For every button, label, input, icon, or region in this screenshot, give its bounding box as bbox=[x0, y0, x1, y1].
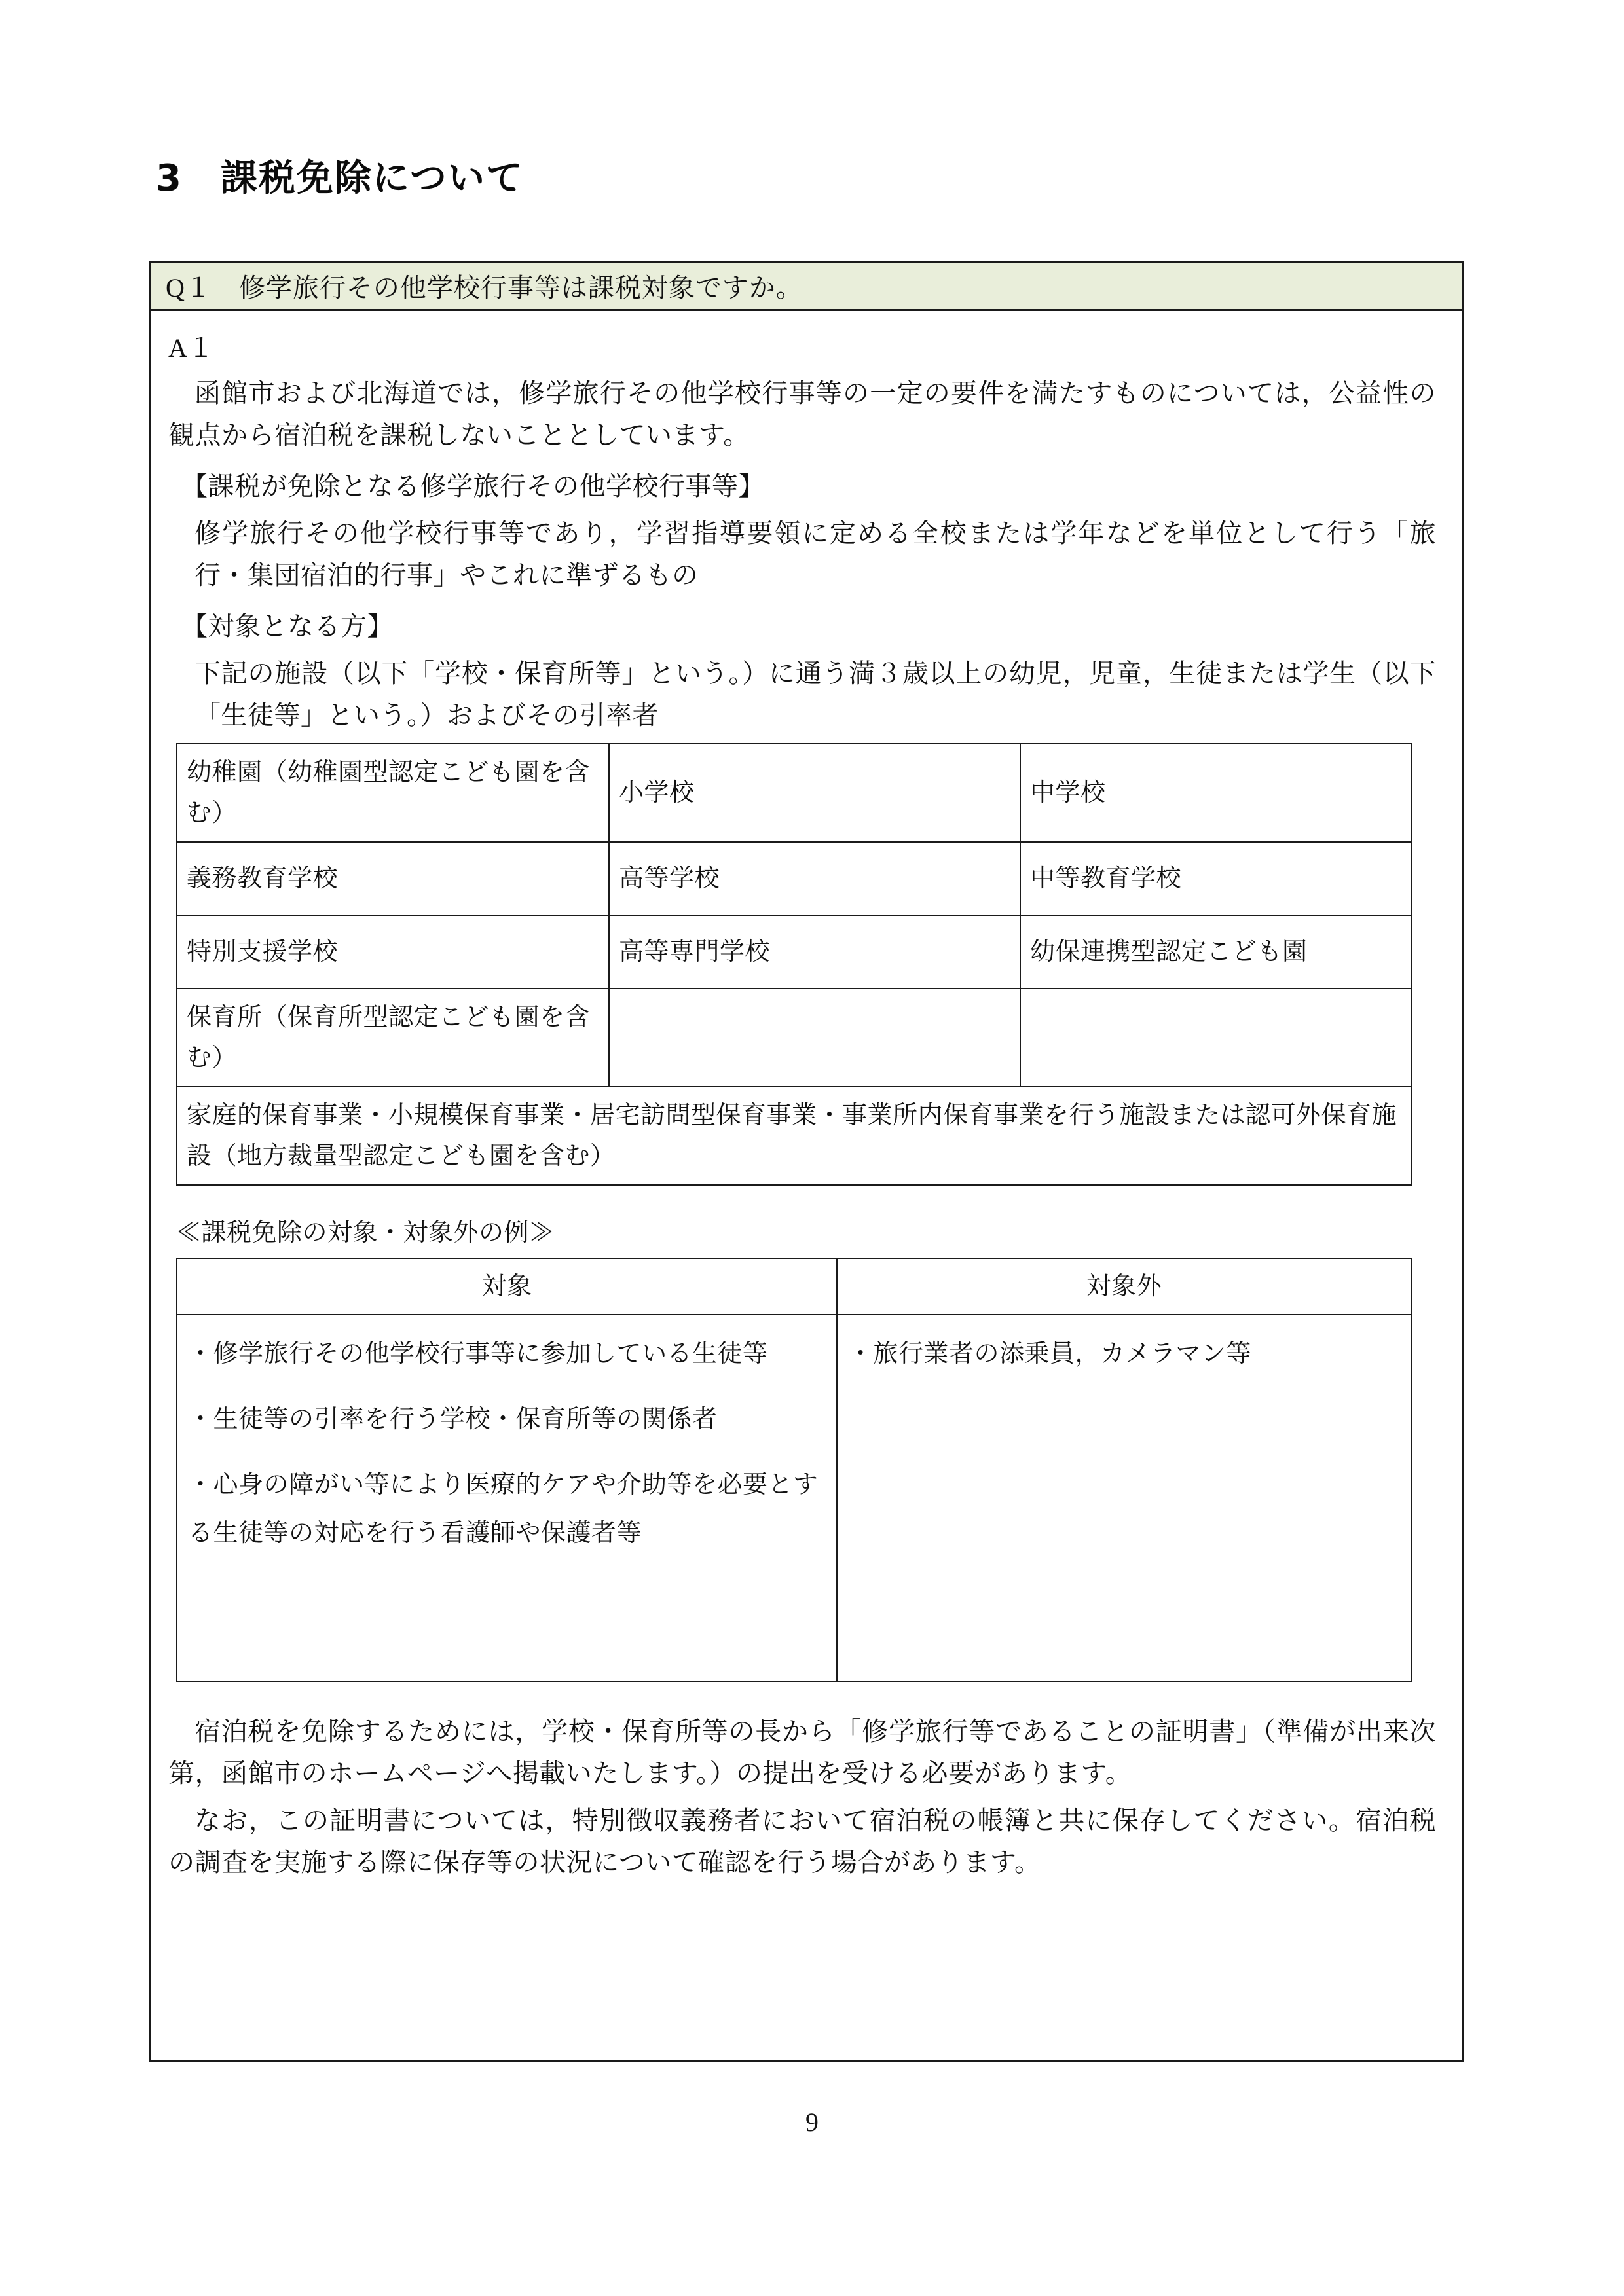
table-row bbox=[177, 989, 1411, 1087]
facility-cell: 幼稚園（幼稚園型認定こども園を含む） bbox=[177, 744, 609, 842]
facilities-table bbox=[176, 743, 1412, 1186]
answer-body bbox=[151, 311, 1462, 1884]
target-persons-body: 下記の施設（以下「学校・保育所等」という。）に通う満３歳以上の幼児，児童，生徒または学生（以下「生徒等」という。）およびその引率者 bbox=[194, 659, 1436, 730]
qa-block bbox=[149, 261, 1464, 2062]
facility-cell: 高等専門学校 bbox=[609, 915, 1020, 989]
facility-cell: 保育所（保育所型認定こども園を含む） bbox=[177, 989, 609, 1087]
facility-cell-empty bbox=[1020, 989, 1411, 1087]
question-header-bar bbox=[151, 263, 1462, 311]
table-row bbox=[177, 915, 1411, 989]
page-title: 3 課税免除について bbox=[156, 157, 524, 200]
facility-cell: 高等学校 bbox=[609, 842, 1020, 915]
answer-label: A１ bbox=[168, 333, 215, 363]
target-persons-heading: 【対象となる方】 bbox=[181, 611, 394, 641]
facility-cell: 中等教育学校 bbox=[1020, 842, 1411, 915]
facility-cell-fullwidth: 家庭的保育事業・小規模保育事業・居宅訪問型保育事業・事業所内保育事業を行う施設または認可外保育施設（地方裁量型認定こども園を含む） bbox=[177, 1087, 1411, 1185]
closing-paragraph-2: なお，この証明書については，特別徴収義務者において宿泊税の帳簿と共に保存してください。宿泊税の調査を実施する際に保存等の状況について確認を行う場合があります。 bbox=[168, 1806, 1436, 1877]
page-number: 9 bbox=[805, 2107, 819, 2137]
list-item: ・旅行業者の添乗員，カメラマン等 bbox=[848, 1340, 1252, 1368]
question-text: Q１ 修学旅行その他学校行事等は課税対象ですか。 bbox=[166, 273, 803, 302]
examples-header-target: 対象 bbox=[177, 1258, 837, 1315]
table-header-row bbox=[177, 1258, 1411, 1315]
examples-table-caption: ≪課税免除の対象・対象外の例≫ bbox=[176, 1219, 555, 1247]
table-row bbox=[177, 744, 1411, 842]
facility-cell-empty bbox=[609, 989, 1020, 1087]
facility-cell: 幼保連携型認定こども園 bbox=[1020, 915, 1411, 989]
answer-intro-paragraph: 函館市および北海道では，修学旅行その他学校行事等の一定の要件を満たすものについては，公益性の観点から宿泊税を課税しないこととしています。 bbox=[168, 378, 1436, 450]
list-item: ・心身の障がい等により医療的ケアや介助等を必要とする生徒等の対応を行う看護師や保護者等 bbox=[188, 1471, 819, 1547]
list-item: ・修学旅行その他学校行事等に参加している生徒等 bbox=[188, 1340, 768, 1368]
closing-paragraph-1: 宿泊税を免除するためには，学校・保育所等の長から「修学旅行等であることの証明書」（準備が出来次第，函館市のホームページへ掲載いたします。）の提出を受ける必要があります。 bbox=[168, 1717, 1436, 1788]
exempt-events-heading: 【課税が免除となる修学旅行その他学校行事等】 bbox=[181, 471, 765, 501]
examples-non-target-items bbox=[837, 1315, 1411, 1681]
exempt-events-body: 修学旅行その他学校行事等であり，学習指導要領に定める全校または学年などを単位として行う「旅行・集団宿泊的行事」やこれに準ずるもの bbox=[194, 519, 1436, 590]
table-row bbox=[177, 1315, 1411, 1681]
examples-header-non-target: 対象外 bbox=[837, 1258, 1411, 1315]
facility-cell: 小学校 bbox=[609, 744, 1020, 842]
examples-target-items bbox=[177, 1315, 837, 1681]
facility-cell: 特別支援学校 bbox=[177, 915, 609, 989]
facility-cell: 義務教育学校 bbox=[177, 842, 609, 915]
table-row bbox=[177, 842, 1411, 915]
list-item: ・生徒等の引率を行う学校・保育所等の関係者 bbox=[188, 1406, 718, 1433]
facility-cell: 中学校 bbox=[1020, 744, 1411, 842]
table-row bbox=[177, 1087, 1411, 1185]
examples-table bbox=[176, 1258, 1412, 1682]
